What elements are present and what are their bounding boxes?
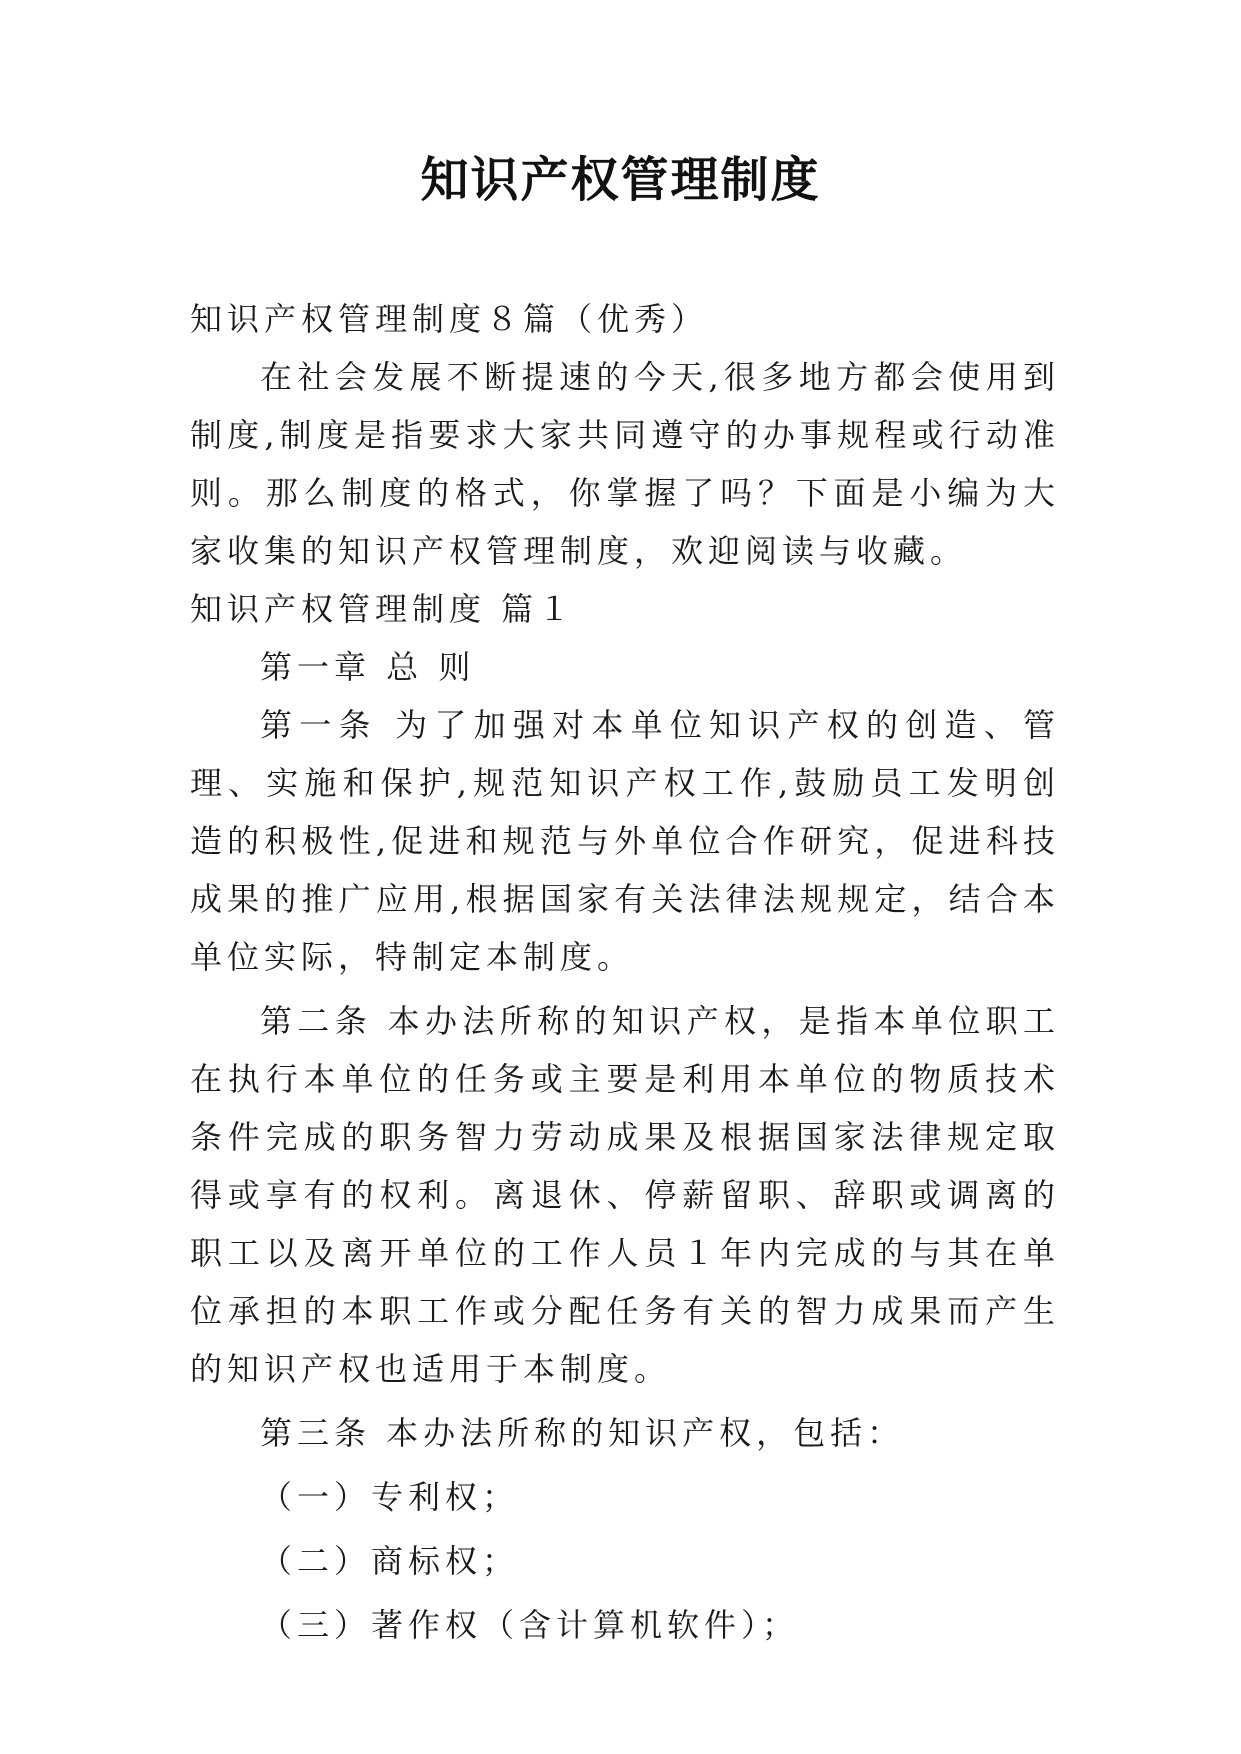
- subtitle-line: 知识产权管理制度８篇（优秀）: [190, 300, 709, 338]
- document-body: [190, 290, 1060, 1654]
- intro-paragraph: 在社会发展不断提速的今天,很多地方都会使用到制度,制度是指要求大家共同遵守的办事规程或行动准则。那么制度的格式，你掌握了吗？下面是小编为大家收集的知识产权管理制度，欢迎阅读与收藏。: [190, 358, 1060, 570]
- section-heading: 知识产权管理制度 篇１: [190, 590, 576, 628]
- chapter-heading: 第一章 总 则: [260, 648, 476, 686]
- document-title: 知识产权管理制度: [420, 152, 821, 208]
- article-3: 第三条 本办法所称的知识产权，包括：: [260, 1414, 905, 1452]
- list-item-2: （二）商标权；: [260, 1542, 520, 1580]
- list-item-1: （一）专利权；: [260, 1478, 520, 1516]
- article-1: 第一条 为了加强对本单位知识产权的创造、管理、实施和保护,规范知识产权工作,鼓励员工发明创造的积极性,促进和规范与外单位合作研究，促进科技成果的推广应用,根据国家有关法律法规规定，结合本单位实际，特制定本制度。: [190, 706, 1060, 976]
- article-2: 第二条 本办法所称的知识产权，是指本单位职工在执行本单位的任务或主要是利用本单位的物质技术条件完成的职务智力劳动成果及根据国家法律规定取得或享有的权利。离退休、停薪留职、辞职或调离的职工以及离开单位的工作人员１年内完成的与其在单位承担的本职工作或分配任务有关的智力成果而产生的知识产权也适用于本制度。: [190, 1002, 1060, 1388]
- list-item-3: （三）著作权（含计算机软件）；: [260, 1606, 800, 1644]
